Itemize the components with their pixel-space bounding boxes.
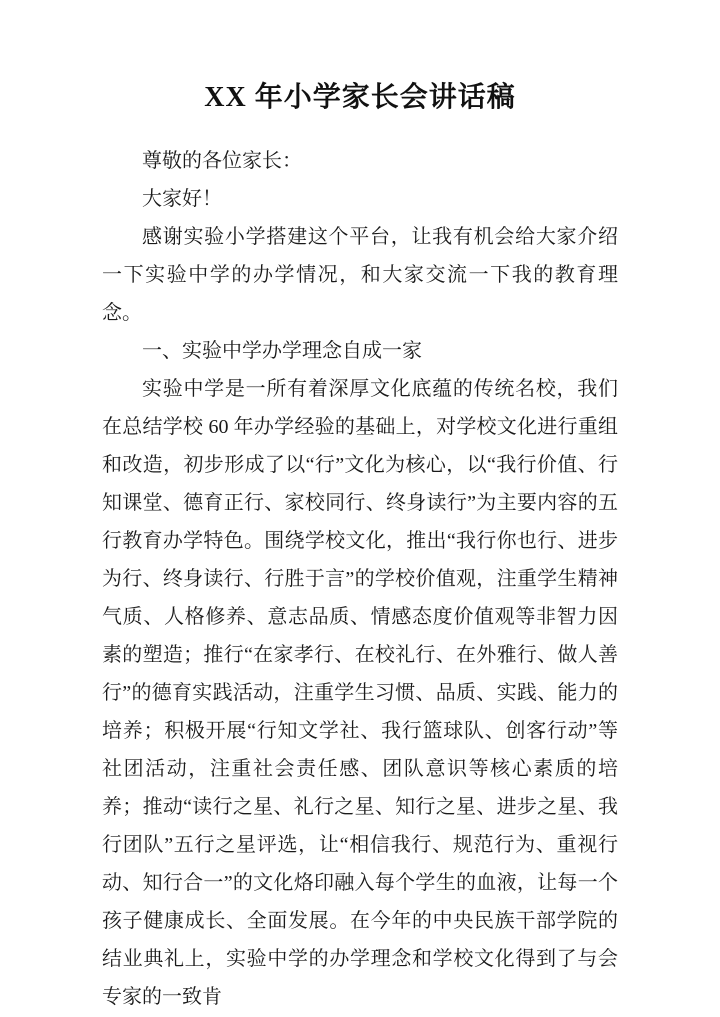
document-title: XX 年小学家长会讲话稿 xyxy=(204,82,516,113)
paragraph-greeting: 大家好！ xyxy=(142,188,222,210)
paragraph-salutation: 尊敬的各位家长： xyxy=(142,150,302,172)
paragraph-section-heading: 一、实验中学办学理念自成一家 xyxy=(142,340,422,362)
paragraph-body: 感谢实验小学搭建这个平台，让我有机会给大家介绍一下实验中学的办学情况，和大家交流一下我的教育理念。 xyxy=(102,226,618,324)
paragraph-body: 实验中学是一所有着深厚文化底蕴的传统名校，我们在总结学校 60 年办学经验的基础上，对学校文化进行重组和改造，初步形成了以“行”文化为核心，以“我行价值、行知课堂、德育正行、家校同行、终身读行”为主要内容的五行教育办学特色。围绕学校文化，推出“我行你也行、进步为行、终身读行、行胜于言”的学校价值观，注重学生精神气质、人格修养、意志品质、情感态度价值观等非智力因素的塑造；推行“在家孝行、在校礼行、在外雅行、做人善行”的德育实践活动，注重学生习惯、品质、实践、能力的培养；积极开展“行知文学社、我行篮球队、创客行动”等社团活动，注重社会责任感、团队意识等核心素质的培养；推动“读行之星、礼行之星、知行之星、进步之星、我行团队”五行之星评选，让“相信我行、规范行为、重视行动、知行合一”的文化烙印融入每个学生的血液，让每一个孩子健康成长、全面发展。在今年的中央民族干部学院的结业典礼上，实验中学的办学理念和学校文化得到了与会专家的一致肯 xyxy=(102,378,618,1008)
document-body xyxy=(102,142,618,1016)
